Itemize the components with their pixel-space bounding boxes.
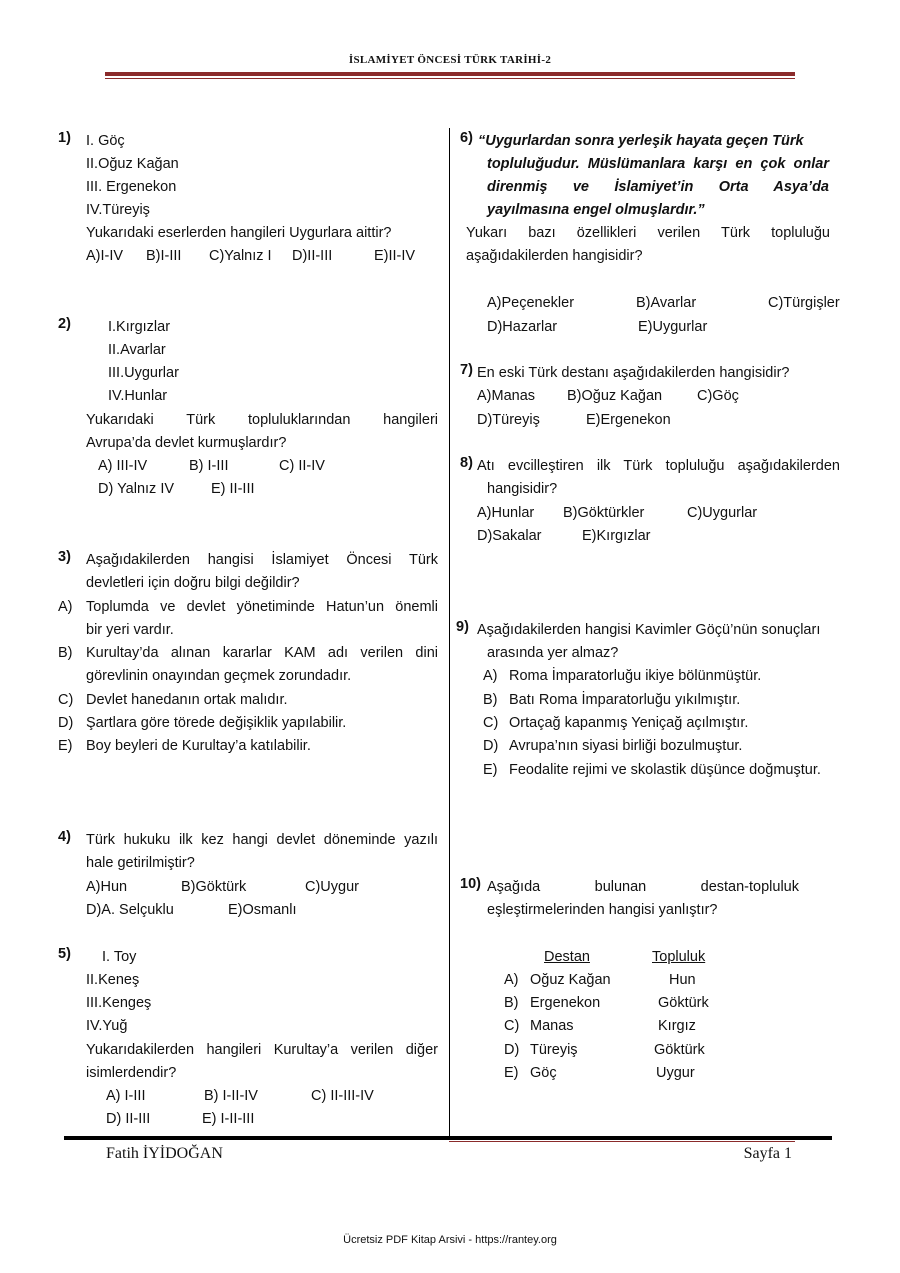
q3-option-d-label: D): [58, 715, 74, 731]
q10-row-c-topluluk: Kırgız: [658, 1018, 696, 1034]
q10-row-d-label: D): [504, 1042, 520, 1058]
q7-option-d: D)Türeyiş: [477, 412, 540, 428]
q1-item-1: I. Göç: [86, 133, 125, 149]
q5-item-1: I. Toy: [102, 949, 137, 965]
q3-question-line-2: devletleri için doğru bilgi değildir?: [86, 575, 300, 591]
q3-option-a-label: A): [58, 599, 73, 615]
q3-option-e-label: E): [58, 738, 73, 754]
q7-option-b: B)Oğuz Kağan: [567, 388, 663, 404]
q1-option-e: E)II-IV: [374, 248, 416, 264]
q1-item-2: II.Oğuz Kağan: [86, 156, 179, 172]
q2-item-3: III.Uygurlar: [108, 365, 179, 381]
q2-option-c: C) II-IV: [279, 458, 325, 474]
q1-number: 1): [58, 130, 71, 146]
q2-option-e: E) II-III: [211, 481, 255, 497]
q6-quote-line-2: topluluğudur. Müslümanlara karşı en çok onlar: [487, 156, 829, 172]
q6-question-line-1: Yukarı bazı özellikleri verilen Türk topluluğu: [466, 225, 830, 241]
q1-option-c: C)Yalnız I: [209, 248, 272, 264]
q9-option-b: Batı Roma İmparatorluğu yıkılmıştır.: [509, 692, 741, 708]
q9-option-a: Roma İmparatorluğu ikiye bölünmüştür.: [509, 668, 762, 684]
q10-row-c-label: C): [504, 1018, 520, 1034]
q7-option-e: E)Ergenekon: [586, 412, 671, 428]
q1-option-d: D)II-III: [292, 248, 333, 264]
q3-option-c: Devlet hanedanın ortak malıdır.: [86, 692, 288, 708]
footer-page-number: Sayfa 1: [743, 1145, 792, 1162]
q9-option-c-label: C): [483, 715, 499, 731]
column-divider: [449, 128, 450, 1137]
q3-option-b-line-2: görevlinin onayından geçmek zorundadır.: [86, 668, 352, 684]
q10-row-e-label: E): [504, 1065, 519, 1081]
q6-question-line-2: aşağıdakilerden hangisidir?: [466, 248, 643, 264]
q7-number: 7): [460, 362, 473, 378]
q2-option-b: B) I-III: [189, 458, 229, 474]
header-rule-thick: [105, 72, 795, 76]
q4-option-d: D)A. Selçuklu: [86, 902, 174, 918]
q9-option-d: Avrupa’nın siyasi birliği bozulmuştur.: [509, 738, 743, 754]
q3-option-c-label: C): [58, 692, 74, 708]
q3-question-line-1: Aşağıdakilerden hangisi İslamiyet Öncesi Türk: [86, 552, 438, 568]
q5-option-b: B) I-II-IV: [204, 1088, 258, 1104]
q10-question-line-1: Aşağıda bulunan destan-topluluk: [487, 879, 799, 895]
q5-item-2: II.Keneş: [86, 972, 140, 988]
q2-option-d: D) Yalnız IV: [98, 481, 175, 497]
q3-option-a-line-2: bir yeri vardır.: [86, 622, 174, 638]
header-rule-thin: [105, 78, 795, 79]
q9-question-line-1: Aşağıdakilerden hangisi Kavimler Göçü’nün sonuçları: [477, 622, 821, 638]
q6-option-c: C)Türgişler: [768, 295, 840, 311]
q10-row-c-destan: Manas: [530, 1018, 574, 1034]
q2-item-1: I.Kırgızlar: [108, 319, 171, 335]
q3-option-e: Boy beyleri de Kurultay’a katılabilir.: [86, 738, 311, 754]
q10-number: 10): [460, 876, 481, 892]
q10-row-e-destan: Göç: [530, 1065, 557, 1081]
q10-question-line-2: eşleştirmelerinden hangisi yanlıştır?: [487, 902, 718, 918]
q9-option-a-label: A): [483, 668, 498, 684]
q4-option-c: C)Uygur: [305, 879, 359, 895]
q10-row-e-topluluk: Uygur: [656, 1065, 695, 1081]
q6-quote-line-3: direnmiş ve İslamiyet’in Orta Asya’da: [487, 179, 829, 195]
q8-number: 8): [460, 455, 473, 471]
q10-column-destan: Destan: [544, 949, 590, 965]
q1-question: Yukarıdaki eserlerden hangileri Uygurlara aittir?: [86, 225, 392, 241]
q5-option-c: C) II-III-IV: [311, 1088, 374, 1104]
q10-row-d-destan: Türeyiş: [530, 1042, 578, 1058]
q9-option-c: Ortaçağ kapanmış Yeniçağ açılmıştır.: [509, 715, 749, 731]
q3-option-b-label: B): [58, 645, 73, 661]
q8-option-d: D)Sakalar: [477, 528, 542, 544]
page-header-title: İSLAMİYET ÖNCESİ TÜRK TARİHİ-2: [348, 54, 552, 66]
q10-row-b-destan: Ergenekon: [530, 995, 601, 1011]
q6-quote-line-4: yayılmasına engel olmuşlardır.”: [487, 202, 705, 218]
q9-option-e: Feodalite rejimi ve skolastik düşünce doğmuştur.: [509, 762, 821, 778]
q6-quote-line-1: “Uygurlardan sonra yerleşik hayata geçen Türk: [478, 133, 804, 149]
q5-item-3: III.Kengeş: [86, 995, 152, 1011]
q4-question-line-2: hale getirilmiştir?: [86, 855, 195, 871]
q10-row-b-label: B): [504, 995, 519, 1011]
q5-option-d: D) II-III: [106, 1111, 151, 1127]
q7-option-a: A)Manas: [477, 388, 536, 404]
q5-number: 5): [58, 946, 71, 962]
q2-item-2: II.Avarlar: [108, 342, 166, 358]
q5-question-line-2: isimlerdendir?: [86, 1065, 177, 1081]
q5-question-line-1: Yukarıdakilerden hangileri Kurultay’a verilen diğer: [86, 1042, 438, 1058]
q7-question: En eski Türk destanı aşağıdakilerden hangisidir?: [477, 365, 790, 381]
q4-option-b: B)Göktürk: [181, 879, 247, 895]
q10-row-d-topluluk: Göktürk: [654, 1042, 705, 1058]
q4-question-line-1: Türk hukuku ilk kez hangi devlet döneminde yazılı: [86, 832, 438, 848]
q1-item-3: III. Ergenekon: [86, 179, 177, 195]
q7-option-c: C)Göç: [697, 388, 739, 404]
q8-option-e: E)Kırgızlar: [582, 528, 651, 544]
footer-author: Fatih İYİDOĞAN: [106, 1145, 223, 1162]
q3-option-a-line-1: Toplumda ve devlet yönetiminde Hatun’un önemli: [86, 599, 438, 615]
q6-option-e: E)Uygurlar: [638, 319, 708, 335]
q8-question-line-1: Atı evcilleştiren ilk Türk topluluğu aşağıdakilerden: [477, 458, 840, 474]
q9-number: 9): [456, 619, 469, 635]
q4-option-a: A)Hun: [86, 879, 128, 895]
q3-option-d: Şartlara göre törede değişiklik yapılabilir.: [86, 715, 347, 731]
q1-option-a: A)I-IV: [86, 248, 124, 264]
q1-item-4: IV.Türeyiş: [86, 202, 150, 218]
q8-question-line-2: hangisidir?: [487, 481, 558, 497]
q10-row-a-topluluk: Hun: [669, 972, 696, 988]
q2-option-a: A) III-IV: [98, 458, 148, 474]
q8-option-a: A)Hunlar: [477, 505, 535, 521]
q5-item-4: IV.Yuğ: [86, 1018, 128, 1034]
q6-option-a: A)Peçenekler: [487, 295, 575, 311]
q5-option-a: A) I-III: [106, 1088, 146, 1104]
q9-option-b-label: B): [483, 692, 498, 708]
q2-question-line-2: Avrupa’da devlet kurmuşlardır?: [86, 435, 287, 451]
q6-number: 6): [460, 130, 473, 146]
q1-option-b: B)I-III: [146, 248, 182, 264]
q2-number: 2): [58, 316, 71, 332]
source-link-text[interactable]: Ücretsiz PDF Kitap Arsivi - https://rantey.org: [343, 1234, 557, 1246]
q10-row-a-destan: Oğuz Kağan: [530, 972, 611, 988]
q4-option-e: E)Osmanlı: [228, 902, 297, 918]
q3-option-b-line-1: Kurultay’da alınan kararlar KAM adı verilen dini: [86, 645, 438, 661]
q8-option-c: C)Uygurlar: [687, 505, 758, 521]
q2-question-line-1: Yukarıdaki Türk topluluklarından hangileri: [86, 412, 438, 428]
q8-option-b: B)Göktürkler: [563, 505, 645, 521]
q9-question-line-2: arasında yer almaz?: [487, 645, 619, 661]
q6-option-d: D)Hazarlar: [487, 319, 558, 335]
q9-option-e-label: E): [483, 762, 498, 778]
q6-option-b: B)Avarlar: [636, 295, 697, 311]
q5-option-e: E) I-II-III: [202, 1111, 255, 1127]
q2-item-4: IV.Hunlar: [108, 388, 168, 404]
footer-rule-thin: [449, 1141, 795, 1142]
q10-row-a-label: A): [504, 972, 519, 988]
q4-number: 4): [58, 829, 71, 845]
q9-option-d-label: D): [483, 738, 499, 754]
q3-number: 3): [58, 549, 71, 565]
footer-rule-thick: [64, 1136, 832, 1140]
q10-column-topluluk: Topluluk: [652, 949, 706, 965]
q10-row-b-topluluk: Göktürk: [658, 995, 709, 1011]
